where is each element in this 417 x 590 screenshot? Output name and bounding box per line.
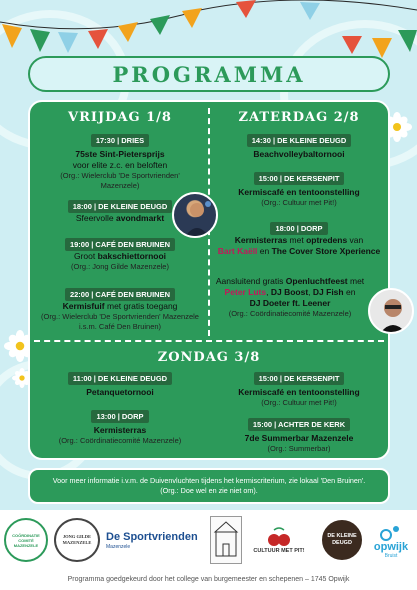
day-heading-saturday: ZATERDAG 2/8 [238,110,360,125]
event-time-tag: 15:00 | DE KERSENPIT [254,372,345,385]
event-sunday-1 [38,372,202,398]
event-performers [225,287,356,298]
logo-den-bruinen [210,516,242,564]
event-title: 7de Summerbar Mazenzele [244,433,354,443]
footer-text: Programma goedgekeurd door het college van burgemeester en schepenen – 1745 Opwijk [67,576,350,583]
event-title-mid: met [287,235,307,245]
event-title [76,213,164,224]
logo-text: COÖRDINATIE COMITÉ MAZENZELE [12,532,40,548]
event-title-bold: Kermisfuif [62,301,105,311]
event-title: 75ste Sint-Pietersprijs [75,149,165,159]
event-subtitle: voor elite z.c. en beloften [72,160,168,170]
day-heading-friday: VRIJDAG 1/8 [68,110,172,125]
building-sketch-icon [212,518,240,562]
performer-name: Bart Kaëll [217,246,258,256]
event-saturday-1 [214,134,384,160]
event-title-bold: Kermisterras [234,235,288,245]
event-organizer: (Org.: Wielerclub 'De Sportvrienden' Mazenzele [41,312,199,321]
event-organizer-line2: i.s.m. Café Den Bruinen) [78,322,162,331]
event-time-tag: 22:00 | CAFÉ DEN BRUINEN [65,288,175,301]
performer-separator: en [257,246,272,256]
day-heading-sunday: ZONDAG 3/8 [157,350,261,365]
performer-photo-peter-luts [368,288,414,334]
event-sunday-4 [214,418,384,454]
section-divider [34,340,384,342]
event-friday-1 [40,134,200,191]
performer-name: The Cover Store Xperience [271,246,381,256]
event-organizer: (Org.: Wielerclub 'De Sportvrienden' Mazenzele) [60,171,180,190]
event-title: Beachvolleybaltornooi [253,149,345,159]
event-title-bold-2: optredens [306,235,348,245]
bubbles-icon [380,523,402,541]
event-title: Petanquetornooi [86,387,154,397]
performer-photo-bart-kaell [172,192,218,238]
event-title-suffix: met [347,276,365,286]
logo-coordinatiecomite [4,518,48,562]
event-sunday-3 [214,372,384,408]
event-title-suffix: van [347,235,364,245]
event-time-tag: 18:00 | DE KLEINE DEUGD [68,200,173,213]
performer-name: DJ Doeter ft. Leener [249,298,331,308]
event-time-tag: 15:00 | ACHTER DE KERK [248,418,350,431]
event-title [74,251,166,262]
event-organizer: (Org.: Summerbar) [267,444,331,453]
logo-de-kleine-deugd [320,518,364,562]
event-friday-4 [36,288,204,332]
event-title [216,276,364,287]
logo-sportvrienden [106,520,202,560]
cherry-icon [264,526,294,548]
performer-separator: en [343,287,356,297]
event-time-tag: 19:00 | CAFÉ DEN BRUINEN [65,238,175,251]
logo-opwijk-bruist [368,518,414,564]
event-time-tag: 17:30 | DRIES [91,134,149,147]
event-title-prefix: Groot [73,251,98,261]
logo-text: CULTUUR MET PIT! [253,548,305,554]
logo-subtext: Mazenzele [106,543,131,550]
event-title [63,301,178,312]
event-title [235,235,364,246]
title-banner [28,56,390,92]
event-title: Kermiscafé en tentoonstelling [238,187,360,197]
event-performers [218,246,381,257]
performer-name: DJ Fish [312,287,344,297]
event-time-tag: 14:30 | DE KLEINE DEUGD [247,134,352,147]
event-organizer: (Org.: Coördinatiecomité Mazenzele) [228,309,352,318]
event-title-prefix: Sfeervolle [75,213,116,223]
info-text-line2: (Org.: Doe wel en zie niet om). [160,486,258,495]
logo-text: opwijk [373,541,409,553]
event-time-tag: 13:00 | DORP [91,410,148,423]
event-organizer: (Org.: Cultuur met Pit!) [261,198,337,207]
event-saturday-4 [214,276,366,319]
event-saturday-3 [214,222,384,257]
event-saturday-2 [214,172,384,208]
performer-separator: , [308,287,313,297]
event-friday-3 [40,238,200,272]
event-title: Kermiscafé en tentoonstelling [238,387,360,397]
event-sunday-2 [38,410,202,446]
info-text-line1: Voor meer informatie i.v.m. de Duivenvluchten tijdens het kermiscriterium, zie lokaal 'Den Bruinen'. [52,476,366,485]
logo-jong-gilde [54,518,100,562]
event-organizer: (Org.: Jong Gilde Mazenzele) [71,262,169,271]
logo-text: DE KLEINE DEUGD [327,533,357,546]
person-photo-icon [370,290,414,334]
event-title-suffix: met gratis toegang [104,301,178,311]
event-time-tag: 11:00 | DE KLEINE DEUGD [68,372,172,385]
event-organizer: (Org.: Coördinatiecomité Mazenzele) [58,436,182,445]
performer-name: DJ Boost [270,287,309,297]
logo-text: JONG GILDE MAZENZELE [62,534,92,545]
logo-cultuur-met-pit [248,520,310,560]
event-time-tag: 15:00 | DE KERSENPIT [254,172,345,185]
logo-text: De Sportvrienden [106,530,198,543]
event-title-bold: avondmarkt [115,213,165,223]
logo-subtext: Bruist [384,553,398,559]
event-title-bold: Openluchtfeest [285,276,348,286]
event-title-bold: bakschiettornooi [97,251,167,261]
event-title: Kermisterras [93,425,147,435]
event-title-prefix: Aansluitend gratis [215,276,286,286]
info-banner [28,468,390,504]
performer-name: Peter Luts [224,287,267,297]
event-time-tag: 18:00 | DORP [270,222,327,235]
performer-separator: , [266,287,271,297]
event-organizer: (Org.: Cultuur met Pit!) [261,398,337,407]
page-title: PROGRAMMA [112,61,306,87]
